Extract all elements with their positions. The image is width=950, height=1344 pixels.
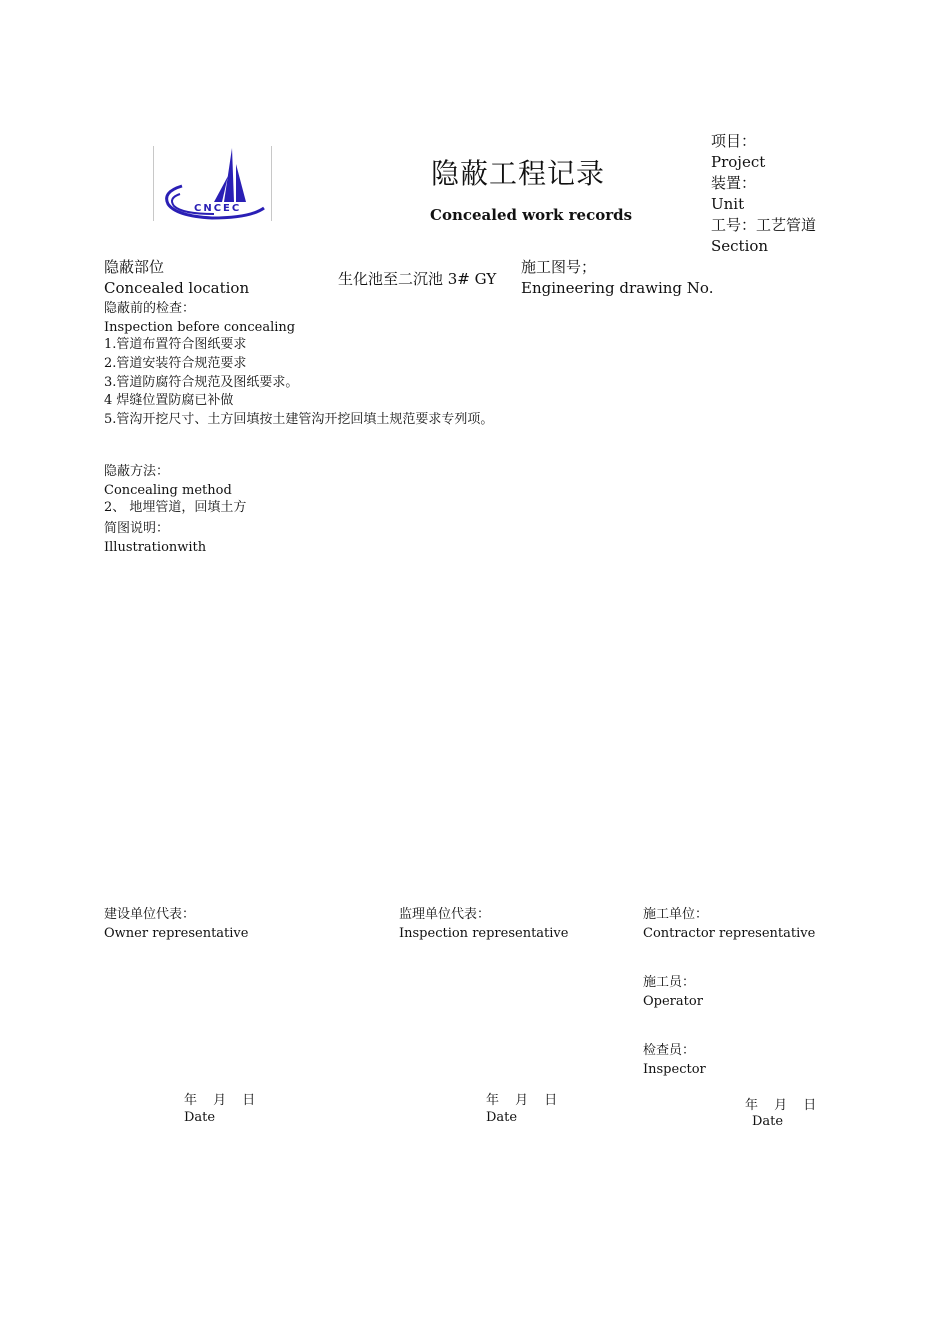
location-label-cn: 隐蔽部位 [104,258,165,276]
cncec-logo [153,146,272,221]
operator-label-cn: 施工员： [643,975,696,990]
project-label-cn: 项目： [711,132,757,150]
page-title: 隐蔽工程记录 [431,157,606,190]
inspection-rep-label-en: Inspection representative [399,926,569,941]
unit-label-en: Unit [711,195,745,213]
drawing-label-cn: 施工图号； [521,258,597,276]
cncec-logo-icon [154,146,271,221]
section-label-cn: 工号：工艺管道 [711,216,817,234]
illustration-label-en: Illustrationwith [104,540,207,555]
inspection-item: 5.管沟开挖尺寸、土方回填按土建管沟开挖回填土规范要求专列项。 [104,412,494,427]
project-label-en: Project [711,153,766,171]
inspector-label-cn: 检查员： [643,1043,696,1058]
method-label-en: Concealing method [104,483,232,498]
contractor-date-cn: 年 月 日 [745,1098,817,1113]
inspection-item: 4 焊缝位置防腐已补做 [104,393,234,408]
owner-rep-label-en: Owner representative [104,926,249,941]
illustration-label-cn: 简图说明： [104,521,170,536]
section-label-en: Section [711,237,769,255]
location-value: 生化池至二沉池 3# GY [338,270,497,288]
inspection-label-cn: 隐蔽前的检查： [104,301,196,316]
inspection-date-cn: 年 月 日 [486,1093,558,1108]
method-label-cn: 隐蔽方法： [104,464,170,479]
inspection-item: 1.管道布置符合图纸要求 [104,337,247,352]
owner-rep-label-cn: 建设单位代表： [104,907,196,922]
operator-label-en: Operator [643,994,703,1009]
method-value: 2、 地埋管道，回填土方 [104,500,247,515]
unit-label-cn: 装置： [711,174,757,192]
page-subtitle: Concealed work records [430,206,633,224]
logo-text: CNCEC [194,203,242,214]
inspector-label-en: Inspector [643,1062,706,1077]
contractor-date-en: Date [752,1114,784,1129]
owner-date-en: Date [184,1110,216,1125]
contractor-rep-label-en: Contractor representative [643,926,816,941]
inspection-item: 2.管道安装符合规范要求 [104,356,247,371]
inspection-label-en: Inspection before concealing [104,320,296,335]
inspection-rep-label-cn: 监理单位代表： [399,907,491,922]
owner-date-cn: 年 月 日 [184,1093,256,1108]
inspection-item: 3.管道防腐符合规范及图纸要求。 [104,375,299,390]
drawing-label-en: Engineering drawing No. [521,279,714,297]
inspection-date-en: Date [486,1110,518,1125]
contractor-rep-label-cn: 施工单位： [643,907,709,922]
location-label-en: Concealed location [104,279,250,297]
